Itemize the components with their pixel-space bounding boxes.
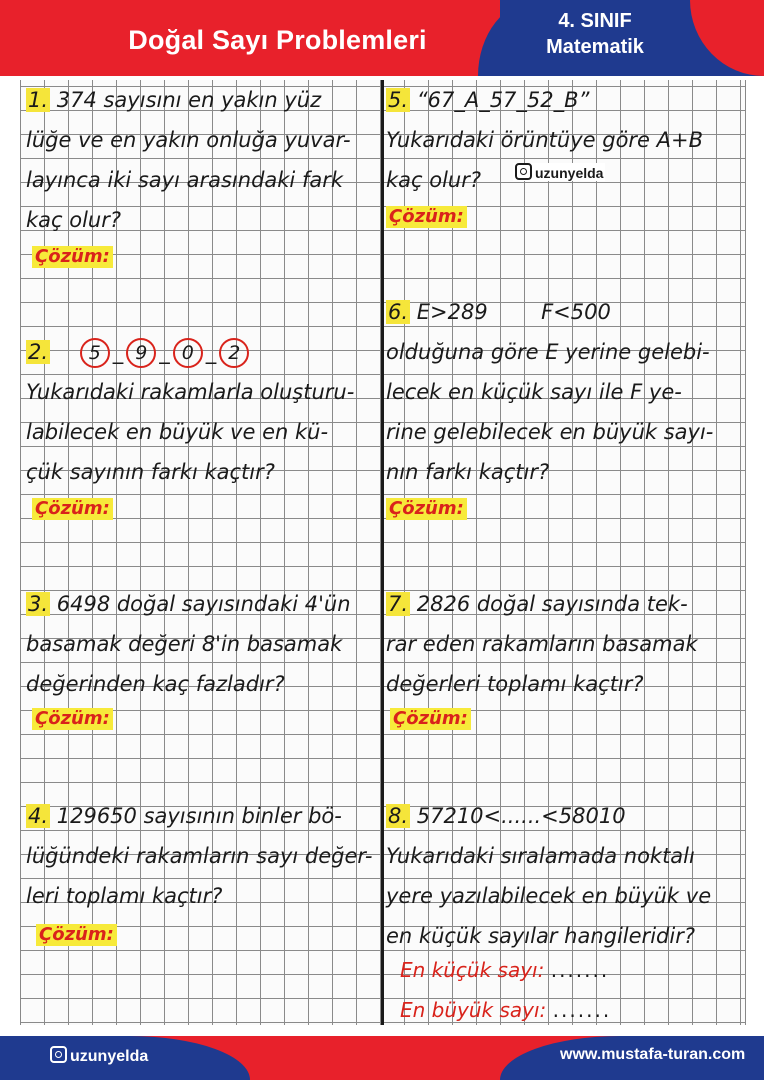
digit-circle: 0 <box>173 338 203 368</box>
question-text: labilecek en büyük ve en kü- <box>26 420 329 444</box>
answer-blank: ....... <box>552 998 612 1022</box>
digit-circle: 9 <box>126 338 156 368</box>
question-number: 7. <box>388 592 409 616</box>
question-7 <box>386 584 698 704</box>
question-number: 1. <box>28 88 49 112</box>
column-divider <box>381 80 384 1025</box>
question-text: en küçük sayılar hangileridir? <box>386 924 695 948</box>
question-text: kaç olur? <box>386 168 482 192</box>
footer-handle <box>50 1046 148 1066</box>
question-number: 4. <box>28 804 49 828</box>
instagram-icon <box>50 1046 67 1063</box>
question-text: basamak değeri 8'in basamak <box>26 632 343 656</box>
question-5 <box>386 80 703 200</box>
question-text: lüğündeki rakamların sayı değer- <box>26 844 373 868</box>
digit-circle: 5 <box>80 338 110 368</box>
page-title: Doğal Sayı Problemleri <box>128 25 427 55</box>
question-text: 2826 doğal sayısında tek- <box>416 592 688 616</box>
question-text: olduğuna göre E yerine gelebi- <box>386 340 710 364</box>
question-text: “67_A_57_52_B” <box>416 88 590 112</box>
question-text: rar eden rakamların basamak <box>386 632 698 656</box>
question-8 <box>386 796 711 956</box>
question-number: 5. <box>388 88 409 112</box>
question-text: 374 sayısını en yakın yüz <box>56 88 322 112</box>
solution-label: Çözüm: <box>386 206 467 228</box>
answer-smallest <box>400 958 609 982</box>
question-text: 129650 sayısının binler bö- <box>56 804 342 828</box>
question-text: çük sayının farkı kaçtır? <box>26 460 275 484</box>
question-text: Yukarıdaki sıralamada noktalı <box>386 844 695 868</box>
question-number: 2. <box>28 340 49 364</box>
question-text: nın farkı kaçtır? <box>386 460 550 484</box>
solution-label: Çözüm: <box>32 498 113 520</box>
question-text: Yukarıdaki örüntüye göre A+B <box>386 128 704 152</box>
grade-level: 4. SINIF <box>558 10 632 32</box>
question-6 <box>386 292 713 492</box>
question-text: layınca iki sayı arasındaki fark <box>26 168 343 192</box>
solution-label: Çözüm: <box>32 708 113 730</box>
footer-handle-text: uzunyelda <box>70 1048 149 1065</box>
question-number: 3. <box>28 592 49 616</box>
question-text: 57210<......<58010 <box>416 804 626 828</box>
solution-label: Çözüm: <box>386 498 467 520</box>
question-text: yere yazılabilecek en büyük ve <box>386 884 712 908</box>
question-text: rine gelebilecek en büyük sayı- <box>386 420 714 444</box>
question-4 <box>26 796 372 916</box>
question-number: 8. <box>388 804 409 828</box>
solution-label: Çözüm: <box>390 708 471 730</box>
question-text: leri toplamı kaçtır? <box>26 884 223 908</box>
grade-label <box>505 8 685 60</box>
question-2: 2. 5 _ 9 _ 0 _ 2 Yukarıdaki rakamlarla oluşturu- labilecek en büyük ve en kü- çük sayının farkı kaçtır? <box>26 332 354 492</box>
question-text: değerleri toplamı kaçtır? <box>386 672 644 696</box>
question-text: lüğe ve en yakın onluğa yuvar- <box>26 128 351 152</box>
subject-name: Matematik <box>546 36 644 58</box>
question-text: değerinden kaç fazladır? <box>26 672 285 696</box>
watermark-handle <box>513 163 605 181</box>
answer-blank: ....... <box>550 958 610 982</box>
question-text: E>289 F<500 <box>416 300 611 324</box>
footer-website[interactable]: www.mustafa-turan.com <box>560 1046 746 1063</box>
answer-label: En büyük sayı: <box>400 998 547 1022</box>
solution-label: Çözüm: <box>36 924 117 946</box>
question-text: Yukarıdaki rakamlarla oluşturu- <box>26 380 355 404</box>
answer-label: En küçük sayı: <box>400 958 545 982</box>
question-3 <box>26 584 351 704</box>
question-text: 6498 doğal sayısındaki 4'ün <box>56 592 351 616</box>
question-text: lecek en küçük sayı ile F ye- <box>386 380 682 404</box>
question-text: kaç olur? <box>26 208 122 232</box>
watermark-text: uzunyelda <box>535 165 604 181</box>
instagram-icon <box>515 163 532 180</box>
question-number: 6. <box>388 300 409 324</box>
digit-circle: 2 <box>219 338 249 368</box>
question-1 <box>26 80 351 240</box>
answer-largest <box>400 998 611 1022</box>
solution-label: Çözüm: <box>32 246 113 268</box>
